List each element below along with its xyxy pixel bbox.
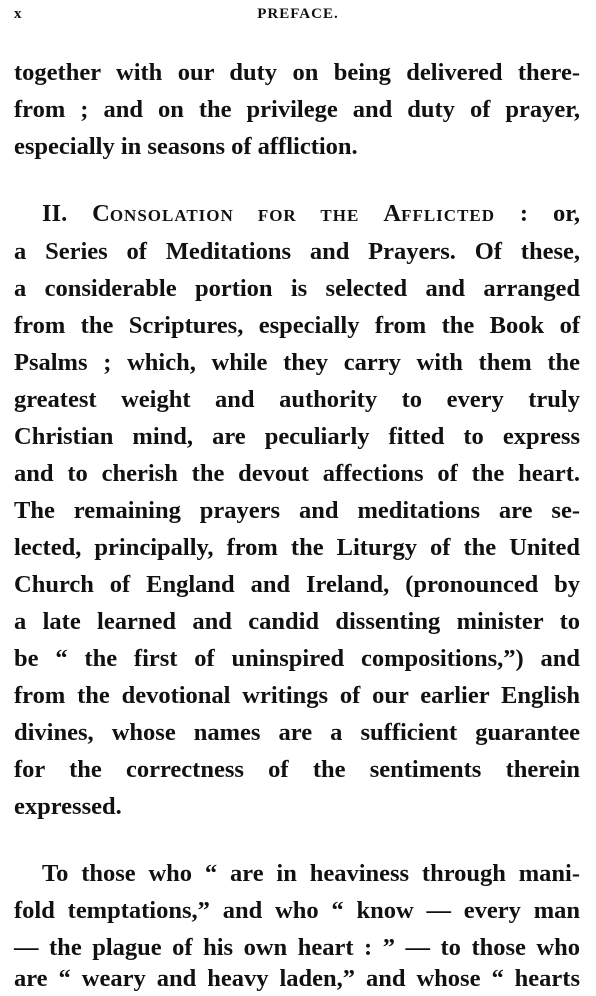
text-line: from the Scriptures, especially from the Book of — [14, 312, 580, 339]
section-heading-line — [14, 197, 580, 231]
text-line: a late learned and candid dissenting minister to — [14, 608, 580, 635]
heading-initial-a: A — [383, 200, 402, 227]
text-line: divines, whose names are a sufficient guarantee — [14, 719, 580, 746]
text-line: especially in seasons of affliction. — [14, 133, 358, 160]
text-line: Christian mind, are peculiarly fitted to express — [14, 423, 580, 450]
text-line: a Series of Meditations and Prayers. Of these, — [14, 238, 580, 265]
page-header — [14, 6, 582, 28]
text-line: from ; and on the privilege and duty of prayer, — [14, 96, 580, 123]
text-line: from the devotional writings of our earlier English — [14, 682, 580, 709]
text-line: The remaining prayers and meditations are se- — [14, 497, 580, 524]
heading-smallcaps-1: ONSOLATION FOR THE — [109, 206, 384, 225]
heading-smallcaps-2: FFLICTED — [401, 206, 496, 225]
heading-tail: : or, — [495, 200, 580, 227]
running-head: PREFACE. — [257, 6, 339, 22]
text-line: fold temptations,” and who “ know — every man — [14, 897, 580, 924]
text-line: expressed. — [14, 793, 122, 820]
heading-initial-c: C — [92, 200, 110, 227]
text-line: Church of England and Ireland, (pronounced by — [14, 571, 580, 598]
text-line: together with our duty on being delivered there- — [14, 59, 580, 86]
text-line: To those who “ are in heaviness through mani- — [42, 860, 580, 887]
text-line: are “ weary and heavy laden,” and whose “ hearts — [14, 965, 580, 992]
page-number: x — [14, 6, 23, 22]
text-line: for the correctness of the sentiments therein — [14, 756, 580, 783]
text-line: lected, principally, from the Liturgy of the United — [14, 534, 580, 561]
text-line: a considerable portion is selected and arranged — [14, 275, 580, 302]
text-line: and to cherish the devout affections of the heart. — [14, 460, 580, 487]
text-line: greatest weight and authority to every truly — [14, 386, 580, 413]
text-line: be “ the first of uninspired compositions,”) and — [14, 645, 580, 672]
section-number: II. — [42, 200, 93, 227]
text-line: Psalms ; which, while they carry with them the — [14, 349, 580, 376]
text-line: — the plague of his own heart : ” — to those who — [14, 934, 580, 961]
